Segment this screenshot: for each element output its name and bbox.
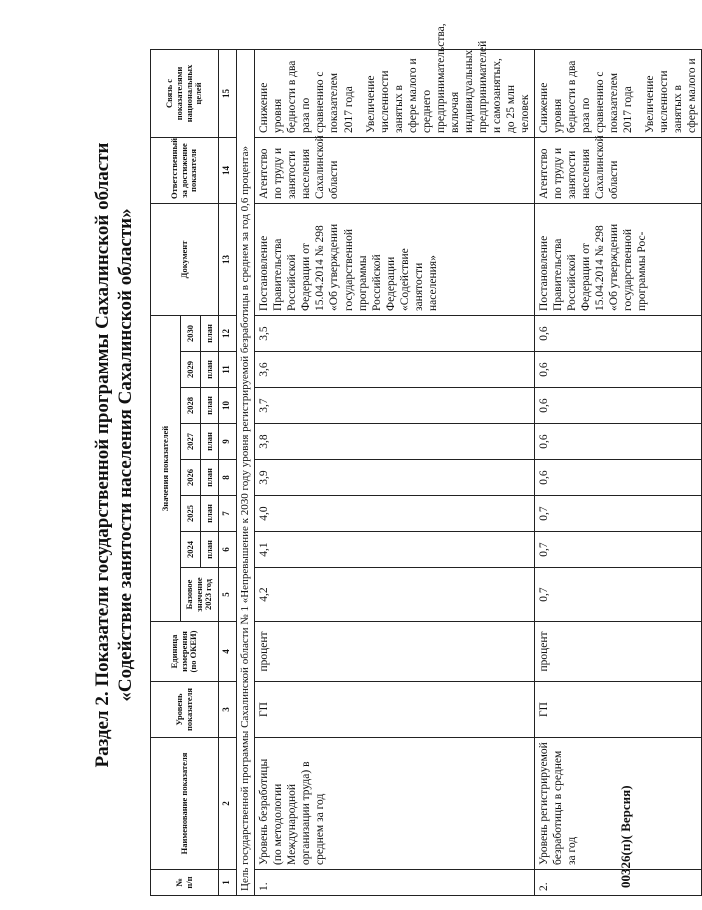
row-num: 1. — [255, 870, 534, 896]
program-title: «Содействие занятости населения Сахалинской области» — [115, 208, 136, 702]
column-number: 2 — [219, 738, 237, 870]
header-year: 2029 — [181, 352, 201, 388]
indicator-name: Уровень безработицы (по методологии Международной организации труда) в среднем за год — [255, 738, 534, 870]
plan-value: 0,7 — [534, 496, 701, 532]
header-resp: Ответственный за достижение показателя — [151, 137, 219, 203]
column-number: 14 — [219, 137, 237, 203]
column-number: 4 — [219, 622, 237, 682]
program-goal: Цель государственной программы Сахалинской области № 1 «Непревышение к 2030 году уровня регистрируемой безработицы в среднем за год 0,6 процента» — [237, 49, 255, 895]
plan-value: 4,0 — [255, 496, 534, 532]
national-goal-2: Увеличение численности занятых в сфере малого и — [643, 58, 698, 133]
indicator-level: ГП — [534, 682, 701, 738]
header-year: 2025 — [181, 496, 201, 532]
column-number: 3 — [219, 682, 237, 738]
table-row — [255, 49, 534, 895]
column-number: 10 — [219, 388, 237, 424]
header-base: Базовое значение 2023 год — [181, 568, 219, 622]
header-plan: план — [201, 424, 219, 460]
column-number: 11 — [219, 352, 237, 388]
header-level: Уровень показателя — [151, 682, 219, 738]
header-plan: план — [201, 496, 219, 532]
column-number: 6 — [219, 532, 237, 568]
column-number: 12 — [219, 315, 237, 351]
table-row — [534, 49, 701, 895]
national-goal-2: Увеличение численности занятых в сфере малого и среднего предпринимательства, включая индивидуальных предпринимателей и самозанятых, до 25 млн человек — [364, 23, 531, 133]
header-num: № п/п — [151, 870, 219, 896]
header-plan: план — [201, 460, 219, 496]
header-plan: план — [201, 315, 219, 351]
row-num: 2. — [534, 870, 701, 896]
plan-value: 0,7 — [534, 532, 701, 568]
header-values: Значения показателей — [151, 315, 181, 621]
document-code: 00326(п)( Версия) — [618, 785, 633, 888]
base-value: 0,7 — [534, 568, 701, 622]
section-title: Раздел 2. Показатели государственной программы Сахалинской области — [92, 142, 113, 768]
national-goals-link — [255, 23, 534, 137]
column-number: 8 — [219, 460, 237, 496]
indicator-level: ГП — [255, 682, 534, 738]
header-link: Связь с показателями национальных целей — [151, 49, 219, 137]
plan-value: 0,6 — [534, 460, 701, 496]
national-goal-1: Снижение уровня бедности в два раза по сравнению с показателем 2017 года — [258, 60, 355, 133]
header-year: 2030 — [181, 315, 201, 351]
document-ref: Постановление Правительства Российской Федерации от 15.04.2014 № 298 «Об утверждении государственной программы Российской Федерации «Содействие занятости населения» — [255, 203, 534, 315]
header-year: 2027 — [181, 424, 201, 460]
plan-value: 3,5 — [255, 315, 534, 351]
column-number: 5 — [219, 568, 237, 622]
column-number: 9 — [219, 424, 237, 460]
column-number: 13 — [219, 203, 237, 315]
indicators-table — [150, 23, 702, 896]
document-ref: Постановление Правительства Российской Федерации от 15.04.2014 № 298 «Об утверждении государственной программы Рос- — [534, 203, 701, 315]
indicator-name: Уровень регистрируемой безработицы в среднем за год — [534, 738, 701, 870]
plan-value: 0,6 — [534, 424, 701, 460]
header-year: 2028 — [181, 388, 201, 424]
responsible: Агентство по труду и занятости населения Сахалинской области — [534, 137, 701, 203]
responsible: Агентство по труду и занятости населения Сахалинской области — [255, 137, 534, 203]
header-plan: план — [201, 352, 219, 388]
plan-value: 0,6 — [534, 352, 701, 388]
header-plan: план — [201, 532, 219, 568]
header-name: Наименование показателя — [151, 738, 219, 870]
header-year: 2024 — [181, 532, 201, 568]
plan-value: 0,6 — [534, 315, 701, 351]
plan-value: 4,1 — [255, 532, 534, 568]
national-goal-1: Снижение уровня бедности в два раза по сравнению с показателем 2017 года — [537, 60, 634, 133]
indicator-unit: процент — [534, 622, 701, 682]
plan-value: 3,8 — [255, 424, 534, 460]
plan-value: 3,9 — [255, 460, 534, 496]
national-goals-link — [534, 49, 701, 137]
base-value: 4,2 — [255, 568, 534, 622]
plan-value: 3,7 — [255, 388, 534, 424]
header-plan: план — [201, 388, 219, 424]
header-doc: Документ — [151, 203, 219, 315]
plan-value: 3,6 — [255, 352, 534, 388]
header-unit: Единица измерения (по ОКЕИ) — [151, 622, 219, 682]
indicator-unit: процент — [255, 622, 534, 682]
column-number: 7 — [219, 496, 237, 532]
column-number: 15 — [219, 49, 237, 137]
plan-value: 0,6 — [534, 388, 701, 424]
header-year: 2026 — [181, 460, 201, 496]
column-number: 1 — [219, 870, 237, 896]
